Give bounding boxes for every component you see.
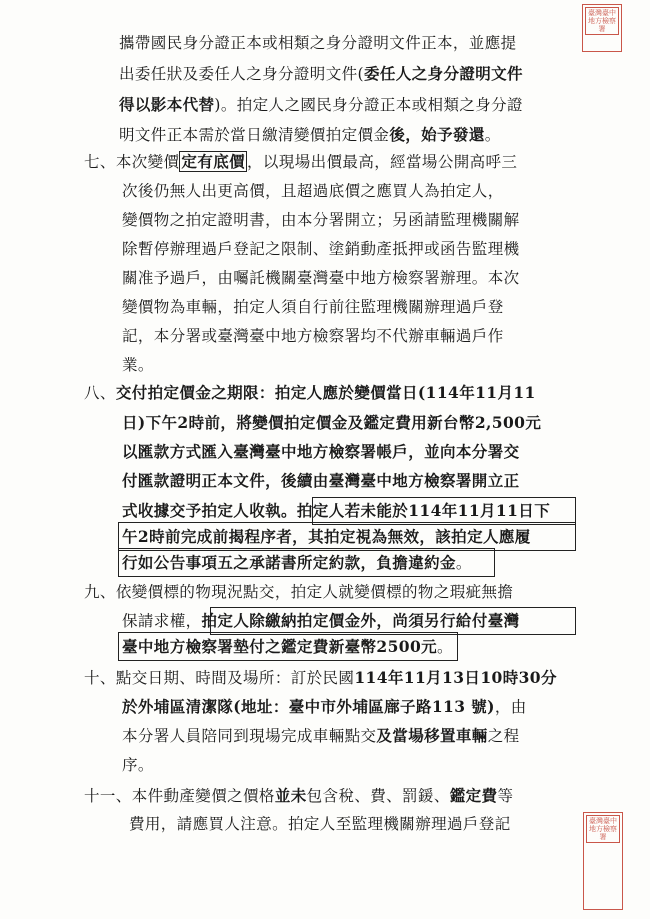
paragraph-line: 變價物之拍定證明書，由本分署開立；另函請監理機關解 (122, 211, 520, 229)
paragraph-line: 以匯款方式匯入臺灣臺中地方檢察署帳戶，並向本分署交 (122, 442, 520, 461)
section-7-first-line: 七、本次變價 定有底價 ，以現場出價最高，經當場公開高呼三 (84, 152, 518, 171)
section-11-first-line: 十一、本件動產變價之價格並未包含稅、費、罰鍰、鑑定費等 (84, 786, 514, 805)
paragraph-line: 序。 (122, 756, 154, 774)
paragraph-line: 次後仍無人出更高價，且超過底價之應買人為拍定人， (122, 182, 504, 200)
paragraph-line: 變價物為車輛，拍定人須自行前往監理機關辦理過戶登 (122, 298, 504, 316)
paragraph-line: 本分署人員陪同到現場完成車輛點交及當場移置車輛之程 (122, 726, 520, 745)
paragraph-line: 得以影本代替)。拍定人之國民身分證正本或相類之身分證 (119, 95, 523, 114)
paragraph-line: 費用，請應買人注意。拍定人至監理機關辦理過戶登記 (129, 815, 511, 833)
paragraph-line: 記，本分署或臺灣臺中地方檢察署均不代辦車輛過戶作 (122, 327, 504, 345)
paragraph-line: 行如公告事項五之承諾書所定約款，負擔違約金。 (122, 553, 472, 572)
paragraph-line: 付匯款證明正本文件，後續由臺灣臺中地方檢察署開立正 (122, 471, 520, 490)
reserve-price-box: 定有底價 (181, 152, 246, 171)
section-10-first-line: 十、點交日期、時間及場所：訂於民國114年11月13日10時30分 (84, 668, 557, 687)
paragraph-line: 午2時前完成前揭程序者，其拍定視為無效，該拍定人應履 (122, 527, 531, 546)
paragraph-line: 式收據交予拍定人收執。拍定人若未能於114年11月11日下 (122, 501, 551, 520)
paragraph-line: 明文件正本需於當日繳清變價拍定價金後，始予發還。 (119, 125, 501, 144)
paragraph-line: 關准予過戶，由囑託機關臺灣臺中地方檢察署辦理。本次 (122, 269, 520, 287)
paragraph-line: 於外埔區清潔隊(地址：臺中市外埔區廍子路113 號)，由 (122, 697, 527, 716)
official-seal-top: 臺灣臺中地方檢察署 (582, 4, 622, 52)
paragraph-line: 業。 (122, 356, 154, 374)
paragraph-line: 攜帶國民身分證正本或相類之身分證明文件正本，並應提 (119, 34, 517, 52)
paragraph-line: 除暫停辦理過戶登記之限制、塗銷動產抵押或函告監理機 (122, 240, 520, 258)
paragraph-line: 日)下午2時前，將變價拍定價金及鑑定費用新台幣2,500元 (122, 413, 542, 432)
paragraph-line: 保請求權，拍定人除繳納拍定價金外，尚須另行給付臺灣 (122, 611, 520, 630)
official-seal-bottom: 臺灣臺中地方檢察署 (583, 812, 623, 910)
section-9-first-line: 九、依變價標的物現況點交，拍定人就變價標的物之瑕疵無擔 (84, 583, 514, 601)
paragraph-line: 臺中地方檢察署墊付之鑑定費新臺幣2500元。 (122, 637, 453, 656)
paragraph-line: 出委任狀及委任人之身分證明文件(委任人之身分證明文件 (119, 64, 523, 83)
section-8-first-line: 八、交付拍定價金之期限：拍定人應於變價當日(114年11月11 (84, 383, 536, 402)
